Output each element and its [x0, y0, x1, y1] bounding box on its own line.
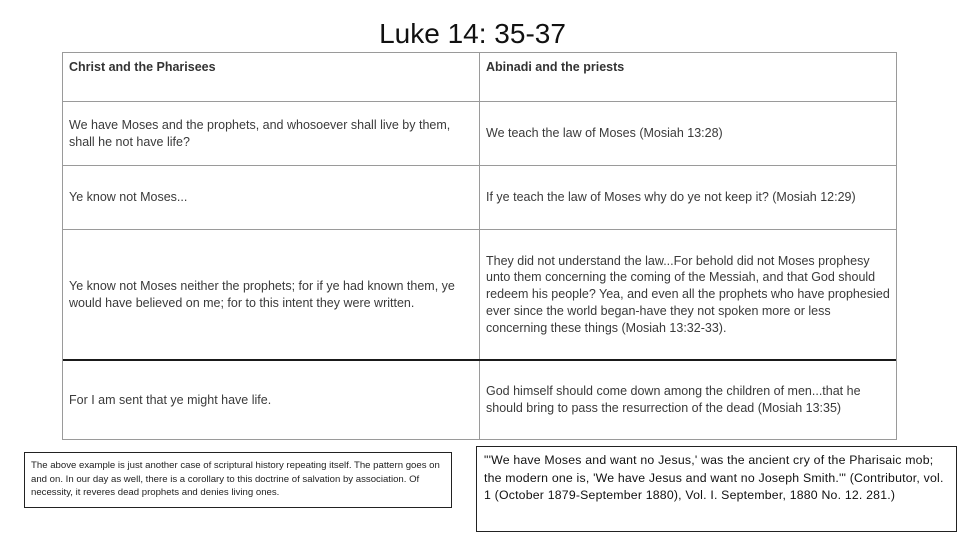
- table-cell-right: If ye teach the law of Moses why do ye not keep it? (Mosiah 12:29): [486, 190, 856, 205]
- table-cell-left: Ye know not Moses...: [63, 166, 480, 229]
- table-cell-left: We have Moses and the prophets, and whosoever shall live by them, shall he not have life?: [63, 102, 480, 165]
- table-cell-right: God himself should come down among the children of men...that he should bring to pass the resurrection of the dead (Mosiah 13:35): [486, 384, 861, 415]
- comparison-table: [62, 52, 897, 440]
- table-row: [63, 101, 896, 165]
- commentary-note: The above example is just another case of scriptural history repeating itself. The pattern goes on and on. In our day as well, there is a corollary to this doctrine of salvation by association. Of necessity, it reveres dead prophets and denies living ones.: [24, 452, 452, 508]
- table-header-row: [63, 53, 896, 101]
- table-row: [63, 229, 896, 359]
- slide-title: Luke 14: 35-37: [379, 18, 566, 49]
- header-christ-pharisees: Christ and the Pharisees: [63, 53, 480, 101]
- table-cell-left: Ye know not Moses neither the prophets; for if ye had known them, ye would have believed on me; for to this intent they were written.: [63, 230, 480, 359]
- table-cell-right: We teach the law of Moses (Mosiah 13:28): [486, 126, 723, 141]
- table-cell-left: For I am sent that ye might have life.: [63, 361, 480, 439]
- header-abinadi-priests: Abinadi and the priests: [486, 60, 625, 74]
- table-row: [63, 165, 896, 229]
- contributor-quote: "'We have Moses and want no Jesus,' was the ancient cry of the Pharisaic mob; the modern one is, 'We have Jesus and want no Joseph Smith.'" (Contributor, vol. 1 (October 1879-September 1880), Vol. I. September, 1880 No. 12. 281.): [476, 446, 957, 532]
- table-cell-right: They did not understand the law...For behold did not Moses prophesy unto them concerning the coming of the Messiah, and that God should redeem his people? Yea, and even all the prophets who have prophesied ever since the world began-have they not spoken more or less concerning these things (Mosiah 13:32-33).: [486, 253, 890, 335]
- table-row: [63, 359, 896, 439]
